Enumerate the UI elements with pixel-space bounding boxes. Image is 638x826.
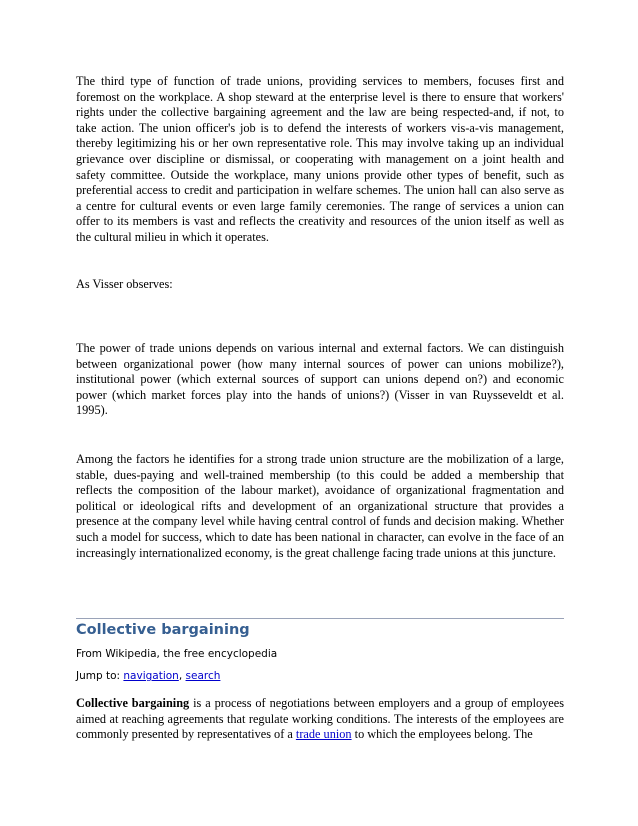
article-source: From Wikipedia, the free encyclopedia	[76, 648, 278, 660]
paragraph-visser-intro: As Visser observes:	[76, 277, 173, 291]
intro-bold-term: Collective bargaining	[76, 696, 190, 710]
intro-text: is a process of negotiations between employers and a group of employees aimed at reaching agreements that regulate working conditions. The interests of the employees are commonly presented by representatives of a	[76, 696, 564, 742]
trade-union-link[interactable]: trade union	[295, 727, 352, 742]
search-link[interactable]: search	[185, 670, 221, 682]
jump-separator: ,	[178, 670, 186, 682]
navigation-link[interactable]: navigation	[123, 670, 179, 682]
jump-to-line	[76, 670, 220, 682]
intro-tail: to which the employees belong. The	[351, 727, 533, 742]
paragraph-visser-quote: The power of trade unions depends on various internal and external factors. We can distinguish between organizational power (how many internal sources of power can unions mobilize?), institutional power (which external sources of support can unions depend on?) and economic power (which market forces play into the hands of unions?) (Visser in van Ruysseveldt et al. 1995).	[76, 341, 564, 418]
section-divider	[76, 618, 564, 619]
paragraph-union-services: The third type of function of trade unions, providing services to members, focuses first and foremost on the workplace. A shop steward at the enterprise level is there to ensure that workers' rights under the collective bargaining agreement and the law are being respected-and, if not, to take action. The union officer's job is to defend the interests of workers vis-a-vis management, thereby legitimizing his or her own representative role. This may involve taking up an individual grievance over discipline or dismissal, or cooperating with management on a joint health and safety committee. Outside the workplace, many unions provide other types of benefit, such as preferential access to credit and participation in welfare schemes. The union hall can also serve as a centre for cultural events or even large family ceremonies. The range of services a union can offer to its members is vast and reflects the creativity and resources of the union itself as well as the cultural milieu in which it operates.	[76, 74, 564, 244]
jump-to-label: Jump to:	[76, 670, 124, 682]
article-title: Collective bargaining	[76, 622, 250, 638]
article-intro	[76, 696, 564, 743]
paragraph-strong-union-factors: Among the factors he identifies for a strong trade union structure are the mobilization of a large, stable, dues-paying and well-trained membership (to this could be added a membership that reflects the composition of the labour market), avoidance of organizational fragmentation and political or ideological rifts and development of an organizational structure that provides a presence at the company level while having central control of funds and decision making. Whether such a model for success, which to date has been national in character, can evolve in the face of an increasingly internationalized economy, is the great challenge facing trade unions at this juncture.	[76, 452, 564, 560]
